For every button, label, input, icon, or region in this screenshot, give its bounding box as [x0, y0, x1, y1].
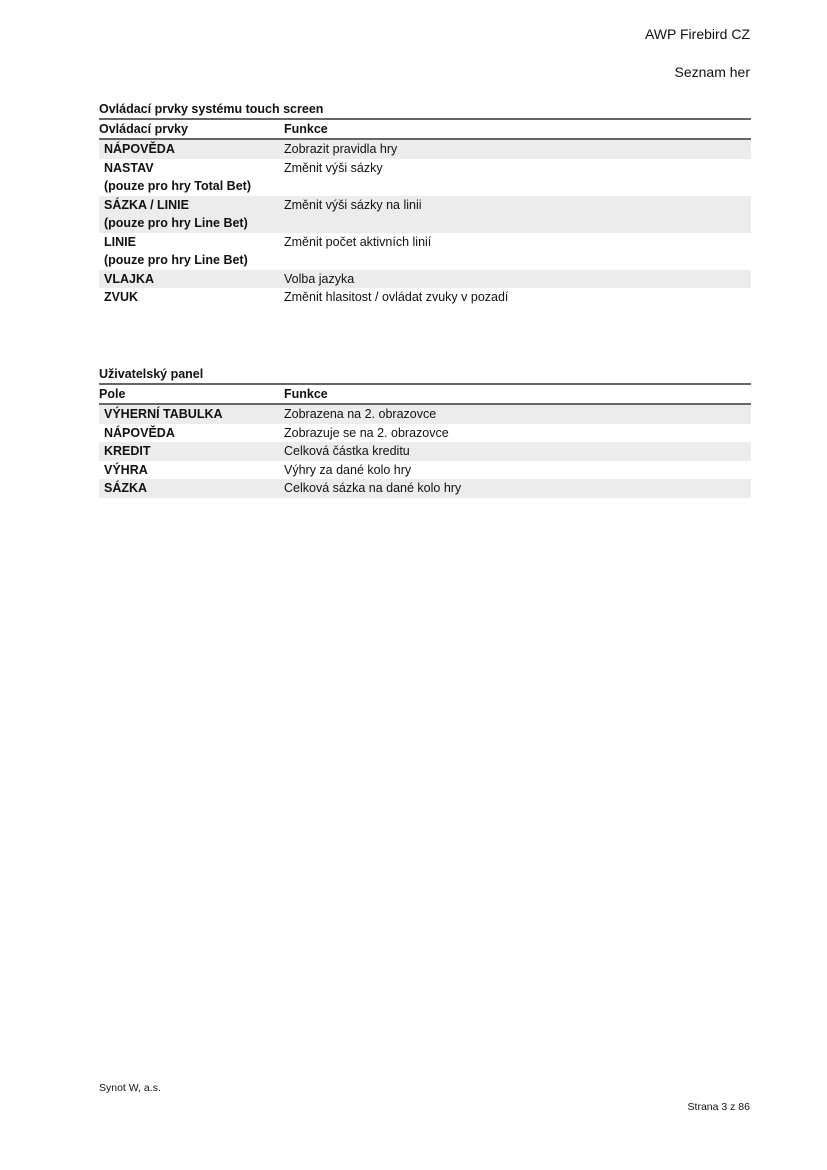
control-name	[99, 288, 284, 307]
field-name: VÝHRA	[104, 462, 148, 477]
control-name	[99, 270, 284, 289]
table-header-row	[99, 120, 751, 140]
column-header-controls: Ovládací prvky	[99, 122, 188, 136]
control-label: NÁPOVĚDA	[104, 142, 175, 156]
header-section-title: Seznam her	[674, 64, 750, 80]
control-function: Změnit výši sázky na linii	[284, 197, 422, 212]
control-label: ZVUK	[104, 290, 139, 304]
column-header-field: Pole	[99, 387, 126, 401]
table-title: Uživatelský panel	[99, 366, 751, 385]
footer-company: Synot W, a.s.	[99, 1082, 161, 1094]
footer-page-number: Strana 3 z 86	[687, 1101, 750, 1113]
header-document-title: AWP Firebird CZ	[644, 26, 750, 42]
touch-controls-table	[99, 101, 751, 307]
control-name	[99, 233, 284, 270]
control-name	[99, 159, 284, 196]
control-name	[99, 140, 284, 159]
table-row	[99, 479, 751, 498]
control-label: SÁZKA / LINIE	[104, 197, 189, 212]
control-function: Změnit hlasitost / ovládat zvuky v pozadí	[284, 290, 509, 304]
field-function: Celková sázka na dané kolo hry	[284, 481, 462, 495]
field-name: SÁZKA	[104, 481, 148, 495]
user-panel-table	[99, 366, 751, 498]
table-row	[99, 288, 751, 307]
column-header-function: Funkce	[284, 122, 328, 136]
field-function: Výhry za dané kolo hry	[284, 462, 412, 477]
table-header-row	[99, 385, 751, 405]
control-label: LINIE	[104, 234, 136, 249]
control-name	[99, 196, 284, 233]
table-row	[99, 270, 751, 289]
table-row	[99, 196, 751, 233]
table-row	[99, 405, 751, 424]
field-name: VÝHERNÍ TABULKA	[104, 407, 223, 421]
control-function: Volba jazyka	[284, 271, 355, 286]
control-function: Zobrazit pravidla hry	[284, 142, 398, 156]
field-name: KREDIT	[104, 444, 151, 458]
control-label: NASTAV	[104, 160, 154, 175]
control-function: Změnit počet aktivních linií	[284, 234, 432, 249]
field-name: NÁPOVĚDA	[104, 425, 175, 440]
table-row	[99, 233, 751, 270]
field-function: Zobrazena na 2. obrazovce	[284, 407, 437, 421]
control-note: (pouze pro hry Total Bet)	[104, 179, 251, 193]
control-function: Změnit výši sázky	[284, 160, 383, 175]
column-header-function: Funkce	[284, 387, 328, 401]
control-note: (pouze pro hry Line Bet)	[104, 253, 248, 267]
table-row	[99, 424, 751, 443]
control-label: VLAJKA	[104, 271, 155, 286]
table-row	[99, 442, 751, 461]
table-row	[99, 461, 751, 480]
field-function: Celková částka kreditu	[284, 444, 410, 458]
table-row	[99, 140, 751, 159]
table-row	[99, 159, 751, 196]
field-function: Zobrazuje se na 2. obrazovce	[284, 425, 449, 440]
table-title: Ovládací prvky systému touch screen	[99, 101, 751, 120]
control-note: (pouze pro hry Line Bet)	[104, 216, 248, 230]
